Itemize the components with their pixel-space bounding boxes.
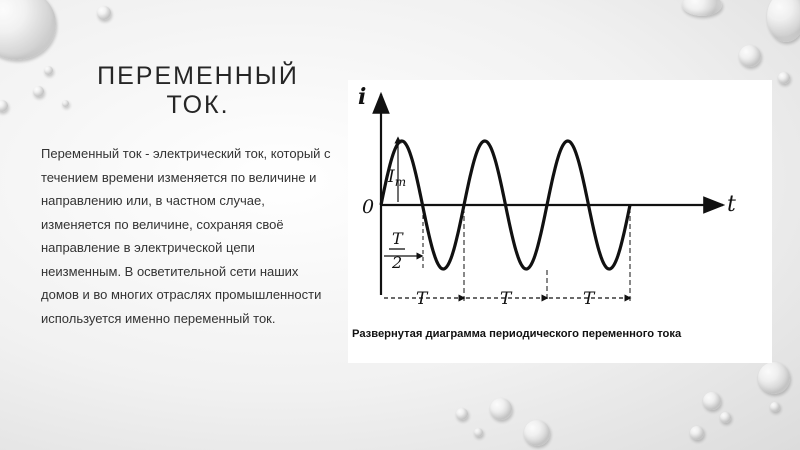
water-drop bbox=[33, 86, 44, 97]
water-drop bbox=[0, 0, 56, 60]
diagram-caption: Развернутая диаграмма периодического переменного тока bbox=[352, 328, 682, 340]
water-drop bbox=[474, 428, 483, 437]
water-drop bbox=[703, 392, 721, 410]
water-drop bbox=[456, 408, 468, 420]
x-axis-label: t bbox=[727, 192, 736, 217]
slide-title: ПЕРЕМЕННЫЙ ТОК. bbox=[97, 62, 299, 119]
period-label: T bbox=[416, 289, 428, 309]
water-drop bbox=[97, 6, 111, 20]
half-period-denominator: 2 bbox=[392, 253, 403, 272]
water-drop bbox=[758, 362, 790, 394]
origin-label: 0 bbox=[362, 196, 375, 218]
period-label: T bbox=[583, 289, 595, 309]
water-drop bbox=[44, 66, 53, 75]
water-drop bbox=[778, 72, 790, 84]
half-period-numerator: T bbox=[392, 229, 403, 248]
amplitude-label: $I_m$ bbox=[388, 167, 407, 189]
water-drop bbox=[524, 420, 550, 446]
water-drop bbox=[767, 0, 800, 42]
water-drop bbox=[770, 402, 780, 412]
water-drop bbox=[62, 100, 69, 107]
water-drop bbox=[490, 398, 512, 420]
water-drop bbox=[682, 0, 722, 16]
water-drop bbox=[0, 100, 8, 112]
diagram-svg bbox=[348, 80, 772, 325]
water-drop bbox=[690, 426, 704, 440]
period-label: T bbox=[500, 289, 512, 309]
slide-body-text: Переменный ток - электрический ток, который с течением времени изменяется по величине и направлению или, в частном случае, изменяется по величине, сохраняя своё направление в электрической цепи неизменным. В осветительной сети наших домов и во многих отраслях промышленности используется именно переменный ток. bbox=[41, 146, 331, 326]
y-axis-label: i bbox=[358, 84, 367, 110]
water-drop bbox=[720, 412, 731, 423]
sine-wave-diagram bbox=[348, 80, 772, 363]
water-drop bbox=[739, 45, 761, 67]
